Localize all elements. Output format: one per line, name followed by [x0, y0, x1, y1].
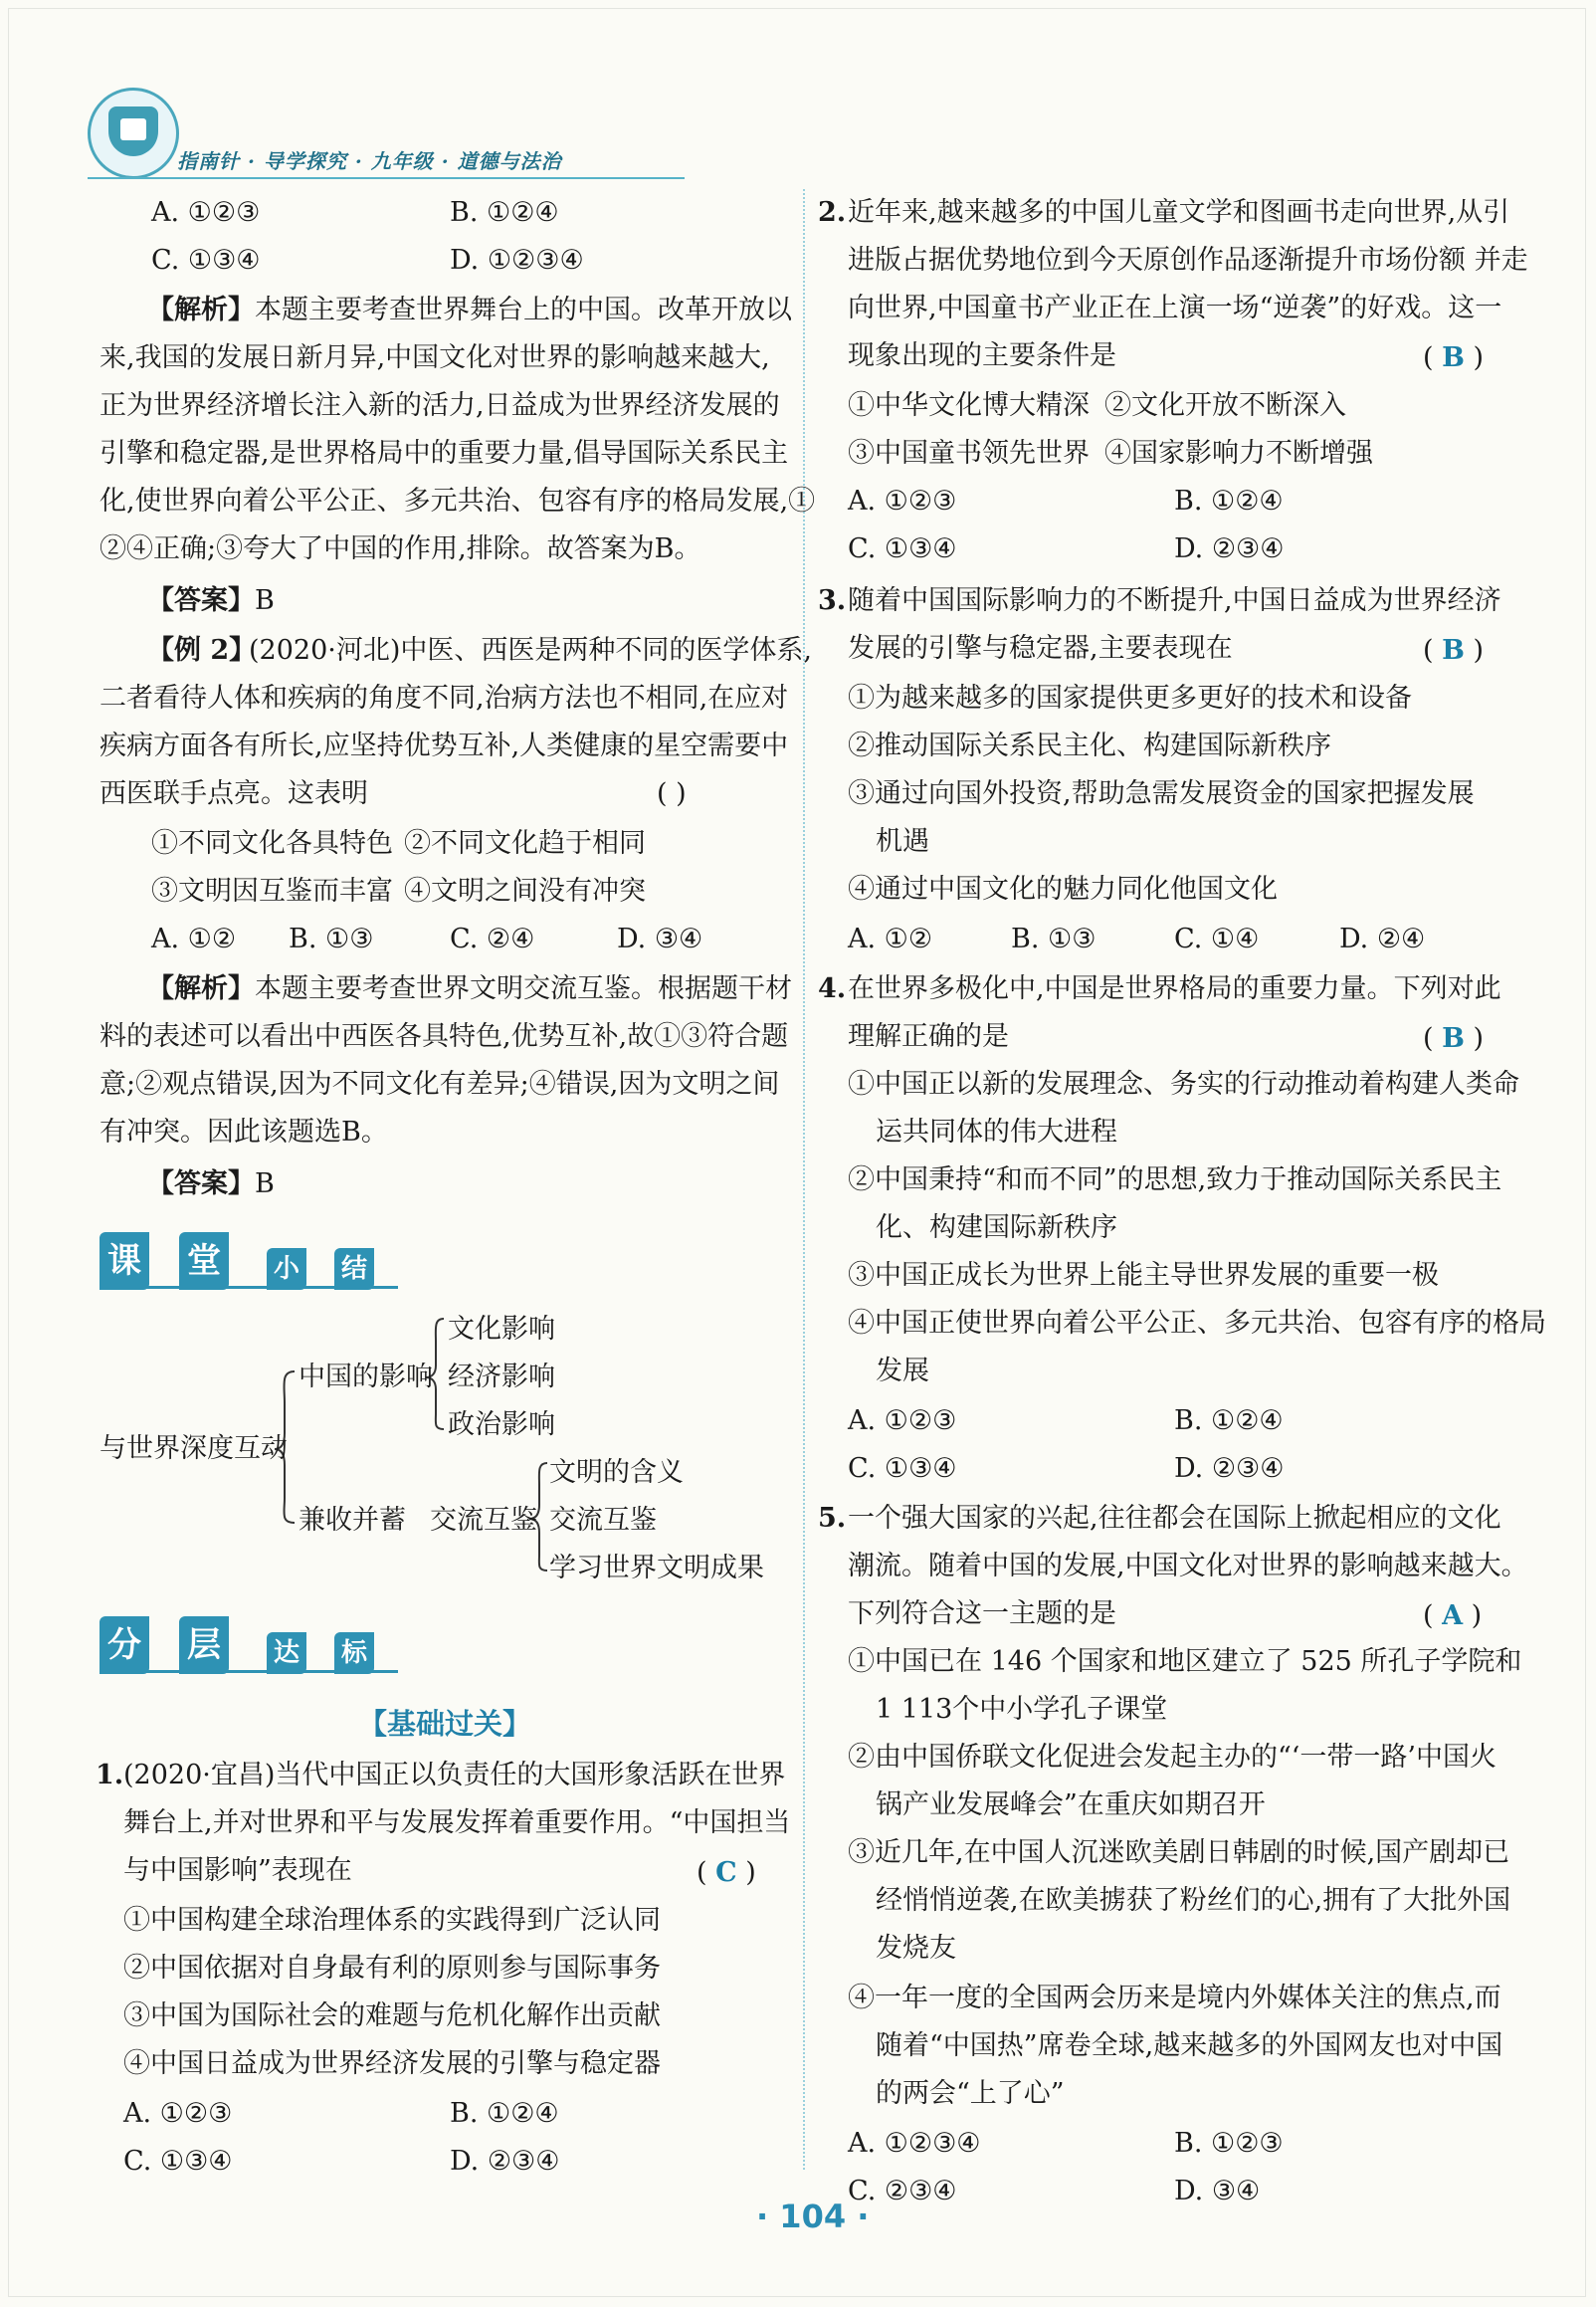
question-item: ③中国为国际社会的难题与危机化解作出贡献 [123, 2000, 661, 2031]
subsection-title: 【基础过关】 [358, 1707, 532, 1741]
answer-value: B [255, 585, 275, 616]
question-answer: ( B ) [1423, 342, 1485, 373]
question-item: ③中国童书领先世界 [848, 438, 1090, 469]
summary-leaf: 交流互鉴 [549, 1505, 657, 1536]
question-line: 进版占据优势地位到今天原创作品逐渐提升市场份额 并走 [848, 245, 1528, 276]
analysis-line: 来,我国的发展日新月异,中国文化对世界的影响越来越大, [100, 342, 770, 373]
question-item: 1 113个中小学孔子课堂 [876, 1694, 1168, 1725]
question-line: 舞台上,并对世界和平与发展发挥着重要作用。“中国担当 [123, 1807, 791, 1838]
question-item: ③近几年,在中国人沉迷欧美剧日韩剧的时候,国产剧却已 [848, 1837, 1510, 1868]
example-line: (2020·河北)中医、西医是两种不同的医学体系, [249, 635, 812, 666]
question-option-b: B. ①②④ [1174, 1405, 1284, 1436]
section-banner-practice [100, 1616, 398, 1674]
question-item: 机遇 [876, 826, 929, 857]
question-item: 随着“中国热”席卷全球,越来越多的外国网友也对中国 [876, 2030, 1503, 2061]
question-item: 运共同体的伟大进程 [876, 1117, 1117, 1148]
analysis-line: 料的表述可以看出中西医各具特色,优势互补,故①③符合题 [100, 1021, 789, 1052]
question-item: 化、构建国际新秩序 [876, 1212, 1117, 1243]
summary-branch: 兼收并蓄 [299, 1505, 406, 1536]
question-option-b: B. ①②③ [1174, 2128, 1284, 2159]
answer-value: B [255, 1168, 275, 1199]
question-item: ②中国秉持“和而不同”的思想,致力于推动国际关系民主 [848, 1164, 1502, 1195]
summary-leaf: 政治影响 [448, 1409, 555, 1440]
question-number: 4. [818, 973, 847, 1004]
question-number: 5. [818, 1503, 847, 1534]
banner-char: 层 [179, 1616, 229, 1674]
question-option-a: A. ①②③ [123, 2098, 233, 2129]
question-item: ④一年一度的全国两会历来是境内外媒体关注的焦点,而 [848, 1983, 1501, 2013]
question-item: ④中国日益成为世界经济发展的引擎与稳定器 [123, 2048, 661, 2079]
question-option-a: A. ①②③④ [848, 2128, 981, 2159]
q0-option-c: C. ①③④ [151, 245, 261, 276]
question-answer: ( B ) [1423, 1023, 1485, 1054]
banner-char: 标 [334, 1632, 374, 1674]
question-item: 锅产业发展峰会”在重庆如期召开 [876, 1789, 1266, 1820]
question-line: 潮流。随着中国的发展,中国文化对世界的影响越来越大。 [848, 1551, 1528, 1581]
question-line: 向世界,中国童书产业正在上演一场“逆袭”的好戏。这一 [848, 293, 1502, 323]
analysis-line: 化,使世界向着公平公正、多元共治、包容有序的格局发展,① [100, 486, 816, 517]
question-item: ③中国正成长为世界上能主导世界发展的重要一极 [848, 1260, 1439, 1291]
question-option-c: C. ①④ [1174, 924, 1260, 954]
question-line: 与中国影响”表现在 [123, 1855, 352, 1886]
summary-leaf: 文明的含义 [549, 1457, 684, 1488]
example-option-d: D. ③④ [617, 924, 703, 954]
example-option-c: C. ②④ [450, 924, 535, 954]
summary-leaf: 文化影响 [448, 1314, 555, 1345]
q0-option-a: A. ①②③ [151, 197, 261, 228]
question-item: 发展 [876, 1356, 929, 1386]
analysis-line: 引擎和稳定器,是世界格局中的重要力量,倡导国际关系民主 [100, 438, 789, 469]
question-option-d: D. ③④ [1174, 2176, 1261, 2206]
answer-label: 【答案】 [147, 1168, 255, 1199]
question-line: 近年来,越来越多的中国儿童文学和图画书走向世界,从引 [848, 197, 1510, 228]
question-option-b: B. ①②④ [1174, 486, 1284, 517]
question-option-a: A. ①②③ [848, 486, 957, 517]
question-line: 一个强大国家的兴起,往往都会在国际上掀起相应的文化 [848, 1503, 1501, 1534]
question-item: ②中国依据对自身最有利的原则参与国际事务 [123, 1953, 661, 1984]
question-option-d: D. ②③④ [450, 2146, 560, 2177]
question-option-a: A. ①② [848, 924, 933, 954]
question-item: ②推动国际关系民主化、构建国际新秩序 [848, 731, 1331, 761]
question-option-b: B. ①②④ [450, 2098, 559, 2129]
banner-char: 堂 [179, 1232, 229, 1290]
banner-char: 课 [100, 1232, 149, 1290]
question-line: (2020·宜昌)当代中国正以负责任的大国形象活跃在世界 [123, 1760, 786, 1790]
question-option-c: C. ①③④ [848, 533, 957, 564]
question-line: 发展的引擎与稳定器,主要表现在 [848, 633, 1233, 664]
banner-char: 结 [334, 1248, 374, 1290]
question-item: ④中国正使世界向着公平公正、多元共治、包容有序的格局 [848, 1308, 1546, 1339]
question-item: ①中国已在 146 个国家和地区建立了 525 所孔子学院和 [848, 1646, 1522, 1677]
analysis-line: 正为世界经济增长注入新的活力,日益成为世界经济发展的 [100, 390, 780, 421]
example-line: 疾病方面各有所长,应坚持优势互补,人类健康的星空需要中 [100, 731, 789, 761]
question-option-b: B. ①③ [1011, 924, 1097, 954]
example-item: ③文明因互鉴而丰富 [151, 876, 393, 907]
question-item: ①中国正以新的发展理念、务实的行动推动着构建人类命 [848, 1069, 1519, 1100]
question-answer: ( C ) [697, 1857, 756, 1888]
question-item: 经悄悄逆袭,在欧美掳获了粉丝们的心,拥有了大批外国 [876, 1885, 1511, 1916]
question-number: 1. [96, 1760, 124, 1790]
question-line: 下列符合这一主题的是 [848, 1598, 1116, 1629]
example-item: ①不同文化各具特色 [151, 828, 393, 859]
example-line: 二者看待人体和疾病的角度不同,治病方法也不相同,在应对 [100, 683, 789, 714]
analysis-line: 本题主要考查世界舞台上的中国。改革开放以 [255, 295, 792, 325]
question-answer: ( A ) [1423, 1600, 1483, 1631]
example-item: ②不同文化趋于相同 [404, 828, 646, 859]
question-option-d: D. ②③④ [1174, 1453, 1285, 1484]
example-option-a: A. ①② [151, 924, 237, 954]
question-number: 3. [818, 585, 847, 616]
page-number: · 104 · [756, 2198, 870, 2235]
question-line: 理解正确的是 [848, 1021, 1009, 1052]
question-item: ③通过向国外投资,帮助急需发展资金的国家把握发展 [848, 778, 1475, 809]
question-option-c: C. ②③④ [848, 2176, 957, 2206]
question-option-d: D. ②③④ [1174, 533, 1285, 564]
question-line: 随着中国国际影响力的不断提升,中国日益成为世界经济 [848, 585, 1501, 616]
question-item: 发烧友 [876, 1933, 956, 1964]
analysis-label: 【解析】 [147, 295, 255, 325]
question-item: ②文化开放不断深入 [1104, 390, 1346, 421]
question-option-a: A. ①②③ [848, 1405, 957, 1436]
banner-char: 小 [267, 1248, 306, 1290]
example-line: 西医联手点亮。这表明 [100, 778, 368, 809]
banner-char: 达 [267, 1632, 306, 1674]
analysis-line: ②④正确;③夸大了中国的作用,排除。故答案为B。 [100, 533, 701, 564]
answer-paren: ( ) [657, 778, 687, 809]
analysis-line: 意;②观点错误,因为不同文化有差异;④错误,因为文明之间 [100, 1069, 780, 1100]
question-item: ①为越来越多的国家提供更多更好的技术和设备 [848, 683, 1412, 714]
banner-char: 分 [100, 1616, 149, 1674]
question-option-c: C. ①③④ [848, 1453, 957, 1484]
example-label: 【例 2】 [147, 635, 257, 666]
summary-root: 与世界深度互动 [100, 1433, 288, 1464]
summary-branch: 交流互鉴 [430, 1505, 537, 1536]
question-line: 现象出现的主要条件是 [848, 340, 1116, 371]
question-answer: ( B ) [1423, 635, 1485, 666]
summary-leaf: 经济影响 [448, 1362, 555, 1392]
summary-branch: 中国的影响 [299, 1362, 433, 1392]
question-item: 的两会“上了心” [876, 2078, 1065, 2109]
question-option-d: D. ②④ [1339, 924, 1426, 954]
question-item: ①中国构建全球治理体系的实践得到广泛认同 [123, 1905, 661, 1936]
analysis-line: 有冲突。因此该题选B。 [100, 1117, 388, 1148]
answer-label: 【答案】 [147, 585, 255, 616]
question-line: 在世界多极化中,中国是世界格局的重要力量。下列对此 [848, 973, 1501, 1004]
example-option-b: B. ①③ [289, 924, 374, 954]
question-item: ④国家影响力不断增强 [1104, 438, 1373, 469]
question-option-c: C. ①③④ [123, 2146, 233, 2177]
q0-option-d: D. ①②③④ [450, 245, 584, 276]
analysis-line: 本题主要考查世界文明交流互鉴。根据题干材 [255, 973, 792, 1004]
example-item: ④文明之间没有冲突 [404, 876, 646, 907]
summary-leaf: 学习世界文明成果 [549, 1553, 764, 1583]
question-item: ②由中国侨联文化促进会发起主办的“‘一带一路’中国火 [848, 1742, 1496, 1773]
analysis-label: 【解析】 [147, 973, 255, 1004]
question-item: ④通过中国文化的魅力同化他国文化 [848, 874, 1278, 905]
question-item: ①中华文化博大精深 [848, 390, 1090, 421]
question-number: 2. [818, 197, 847, 228]
q0-option-b: B. ①②④ [450, 197, 559, 228]
series-header: 指南针 · 导学探究 · 九年级 · 道德与法治 [177, 149, 562, 173]
